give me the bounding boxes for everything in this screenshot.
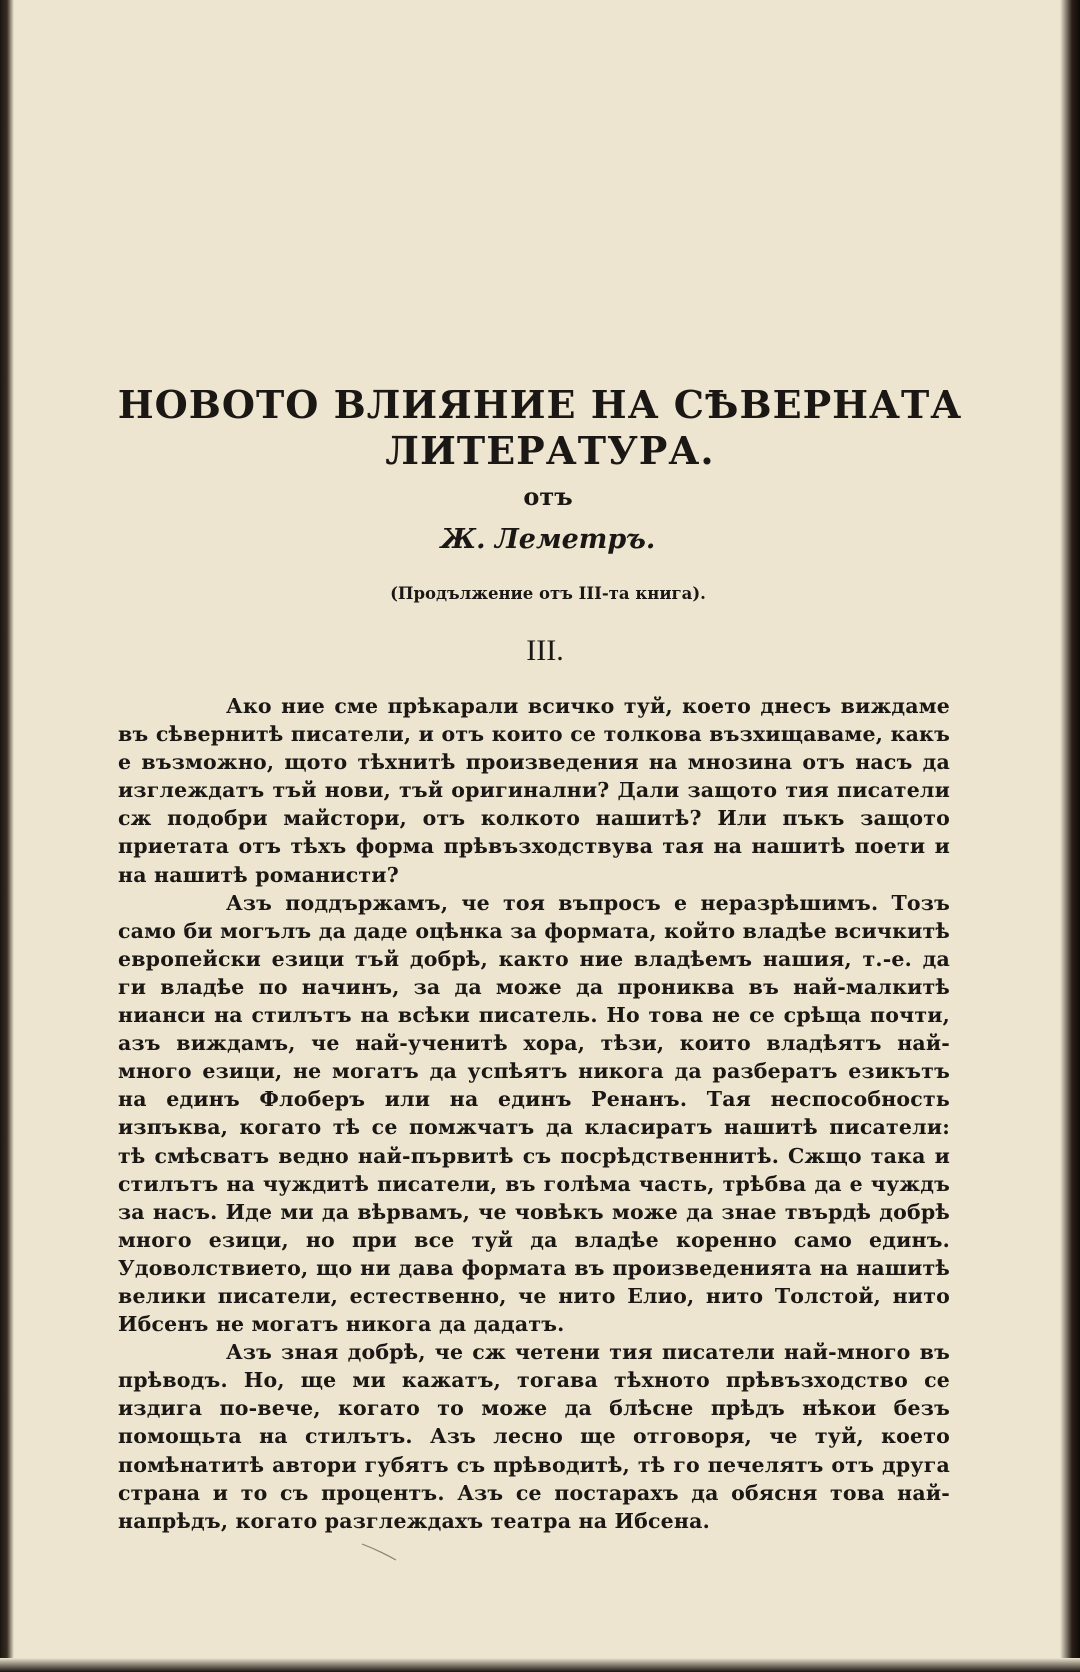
article-title xyxy=(0,382,1080,474)
paragraph-1: Ако ние сме прѣкарали всичко туй, което днесъ виждаме въ сѣвернитѣ писатели, и отъ които се толкова възхищаваме, какъ е възможно, щото тѣхнитѣ произведения на мнозина отъ насъ да изглеждатъ тъй нови, тъй оригинални? Дали защото тия писатели сж подобри майстори, отъ колкото нашитѣ? Или пъкъ защото приетата отъ тѣхъ форма прѣвъзходствува тая на нашитѣ поети и на нашитѣ романисти? xyxy=(118,694,950,887)
pencil-mark xyxy=(360,1542,400,1562)
title-line-1: НОВОТО ВЛИЯНИЕ НА СѢВЕРНАТА xyxy=(117,382,963,427)
paragraph-3: Азъ зная добрѣ, че сж четени тия писатели най-много въ прѣводъ. Но, ще ми кажатъ, тогава тѣхното прѣвъзходство се издига по-вече, когато то може да блѣсне прѣдъ нѣкои безъ помощьта на стилътъ. Азъ лесно ще отговоря, че туй, което помѣнатитѣ автори губятъ съ прѣводитѣ, тѣ го печелятъ отъ друга страна и то съ процентъ. Азъ се постарахъ да обясня това най-напрѣдъ, когато разглеждахъ театра на Ибсена. xyxy=(118,1340,950,1533)
continuation-note: (Продължение отъ III-та книга). xyxy=(390,584,706,603)
title-line-2: ЛИТЕРАТУРА. xyxy=(385,428,715,473)
page-edge-bottom xyxy=(0,1658,1080,1672)
author-name: Ж. Леметръ. xyxy=(440,524,656,555)
paragraph-2: Азъ поддържамъ, че тоя въпросъ е неразрѣшимъ. Тозъ само би могълъ да даде оцѣнка за формата, който владѣе всичкитѣ европейски езици тъй добрѣ, както ние владѣемъ нашия, т.-е. да ги владѣе по начинъ, за да може да прониква въ най-малкитѣ нианси на стилътъ на всѣки писатель. Но това не се срѣща почти, азъ виждамъ, че най-ученитѣ хора, тѣзи, които владѣятъ най-много езици, не могатъ да успѣятъ никога да разбератъ езикътъ на единъ Флоберъ или на единъ Ренанъ. Тая неспособность изпъква, когато тѣ се помжчатъ да класиратъ нашитѣ писатели: тѣ смѣсватъ ведно най-първитѣ съ посрѣдственнитѣ. Сжщо така и стилътъ на чуждитѣ писатели, въ голѣма часть, трѣбва да е чуждъ за насъ. Иде ми да вѣрвамъ, че човѣкъ може да знае твърдѣ добрѣ много езици, но при все туй да владѣе коренно само единъ. Удоволствието, що ни дава формата въ произведенията на нашитѣ велики писатели, естественно, че нито Елио, нито Толстой, нито Ибсенъ не могатъ никога да дадатъ. xyxy=(118,890,950,1337)
article-body xyxy=(118,692,950,1535)
byline-preposition: отъ xyxy=(523,482,573,511)
page-edge-left xyxy=(0,0,14,1672)
section-number: III. xyxy=(526,634,564,667)
page-edge-right xyxy=(1060,0,1080,1672)
